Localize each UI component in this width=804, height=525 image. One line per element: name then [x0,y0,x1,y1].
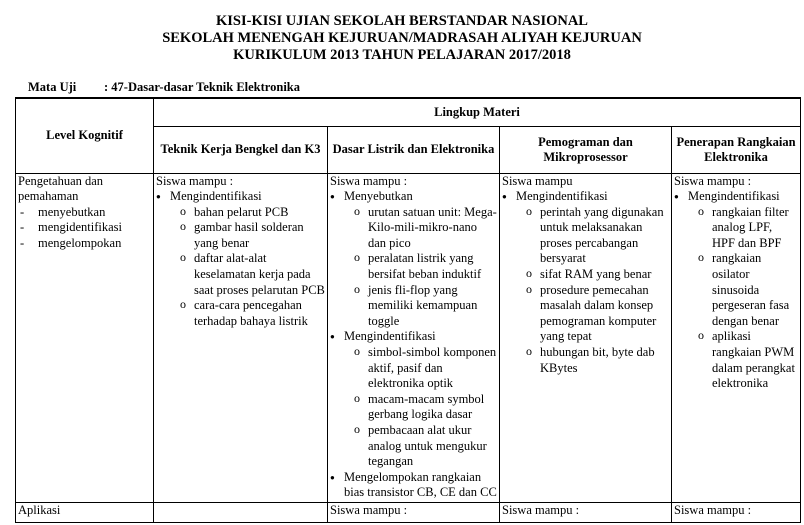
cell-intro: Siswa mampu : [674,173,752,188]
aplikasi-cell-1 [154,502,328,522]
sub-bullet-list [344,345,497,470]
table-row [16,502,801,522]
content-cell-1 [154,173,328,502]
table-row [16,173,801,502]
bullet-head: Mengindentifikasi [344,329,436,344]
doc-title-line-1: KISI-KISI UJIAN SEKOLAH BERSTANDAR NASIONAL [216,13,588,29]
level-item: - mengelompokan [18,236,151,252]
level-item: - mengidentifikasi [18,220,151,236]
sub-bullet-list [344,205,497,330]
sub-bullet-item: o prosedure pemecahan masalah dalam konsep pemograman komputer yang tepat [516,283,669,345]
aplikasi-cell-3: Siswa mampu : [500,502,672,522]
level-items-list [18,205,151,252]
bullet-list [156,189,325,329]
bullet-head: Mengindentifikasi [516,189,608,204]
bullet-item [330,329,497,469]
bullet-list [502,189,669,376]
bullet-head: Mengindentifikasi [170,189,262,204]
bullet-list [330,189,497,501]
bullet-head: Mengelompokan rangkaian bias transistor CB, CE dan CC [344,469,497,500]
content-cell-3 [500,173,672,502]
sub-bullet-item: o gambar hasil solderan yang benar [170,220,325,251]
cell-intro: Siswa mampu : [330,173,408,188]
content-cell-2 [328,173,500,502]
subject-value: : 47-Dasar-dasar Teknik Elektronika [104,80,300,94]
level-cell-aplikasi: Aplikasi [16,502,154,522]
sub-bullet-item: o sifat RAM yang benar [516,267,669,283]
header-col-1: Teknik Kerja Bengkel dan K3 [154,126,328,173]
level-item: - menyebutkan [18,205,151,221]
bullet-item [330,189,497,329]
aplikasi-cell-4: Siswa mampu : [672,502,801,522]
header-col-4: Penerapan Rangkaian Elektronika [672,126,801,173]
subject-label: Mata Uji [28,80,77,94]
sub-bullet-item: o aplikasi rangkaian PWM dalam perangkat elektronika [688,329,798,391]
aplikasi-cell-2: Siswa mampu : [328,502,500,522]
header-lingkup-materi: Lingkup Materi [154,98,801,126]
bullet-item [330,470,497,501]
content-cell-4 [672,173,801,502]
sub-bullet-item: o pembacaan alat ukur analog untuk mengukur tegangan [344,423,497,470]
sub-bullet-item: o simbol-simbol komponen aktif, pasif dan elektronika optik [344,345,497,392]
header-col-2: Dasar Listrik dan Elektronika [328,126,500,173]
bullet-list [674,189,798,392]
sub-bullet-item: o cara-cara pencegahan terhadap bahaya listrik [170,298,325,329]
cell-intro: Siswa mampu [502,173,573,188]
doc-title-line-3: KURIKULUM 2013 TAHUN PELAJARAN 2017/2018 [233,47,571,63]
bullet-head: Menyebutkan [344,189,413,204]
bullet-item [502,189,669,376]
level-cell-pengetahuan [16,173,154,502]
bullet-head: Mengindentifikasi [688,189,780,204]
kisi-kisi-table [15,97,801,523]
sub-bullet-item: o jenis fli-flop yang memiliki kemampuan toggle [344,283,497,330]
subject-line [28,80,300,95]
bullet-item [156,189,325,329]
bullet-item [674,189,798,392]
sub-bullet-item: o daftar alat-alat keselamatan kerja pada saat proses pelarutan PCB [170,251,325,298]
sub-bullet-list [516,205,669,377]
sub-bullet-item: o perintah yang digunakan untuk melaksanakan proses percabangan bersyarat [516,205,669,267]
sub-bullet-item: o rangkaian filter analog LPF, HPF dan BPF [688,205,798,252]
sub-bullet-list [170,205,325,330]
sub-bullet-item: o macam-macam symbol gerbang logika dasar [344,392,497,423]
cell-intro: Siswa mampu : [156,173,234,188]
sub-bullet-item: o rangkaian osilator sinusoida pergeseran fasa dengan benar [688,251,798,329]
header-level-kognitif: Level Kognitif [16,98,154,173]
header-col-3: Pemograman dan Mikroprosessor [500,126,672,173]
sub-bullet-item: o bahan pelarut PCB [170,205,325,221]
sub-bullet-item: o peralatan listrik yang bersifat beban induktif [344,251,497,282]
level-title: Pengetahuan dan pemahaman [18,173,104,204]
sub-bullet-list [688,205,798,392]
sub-bullet-item: o hubungan bit, byte dab KBytes [516,345,669,376]
sub-bullet-item: o urutan satuan unit: Mega-Kilo-mili-mikro-nano dan pico [344,205,497,252]
doc-title-line-2: SEKOLAH MENENGAH KEJURUAN/MADRASAH ALIYAH KEJURUAN [162,30,642,46]
